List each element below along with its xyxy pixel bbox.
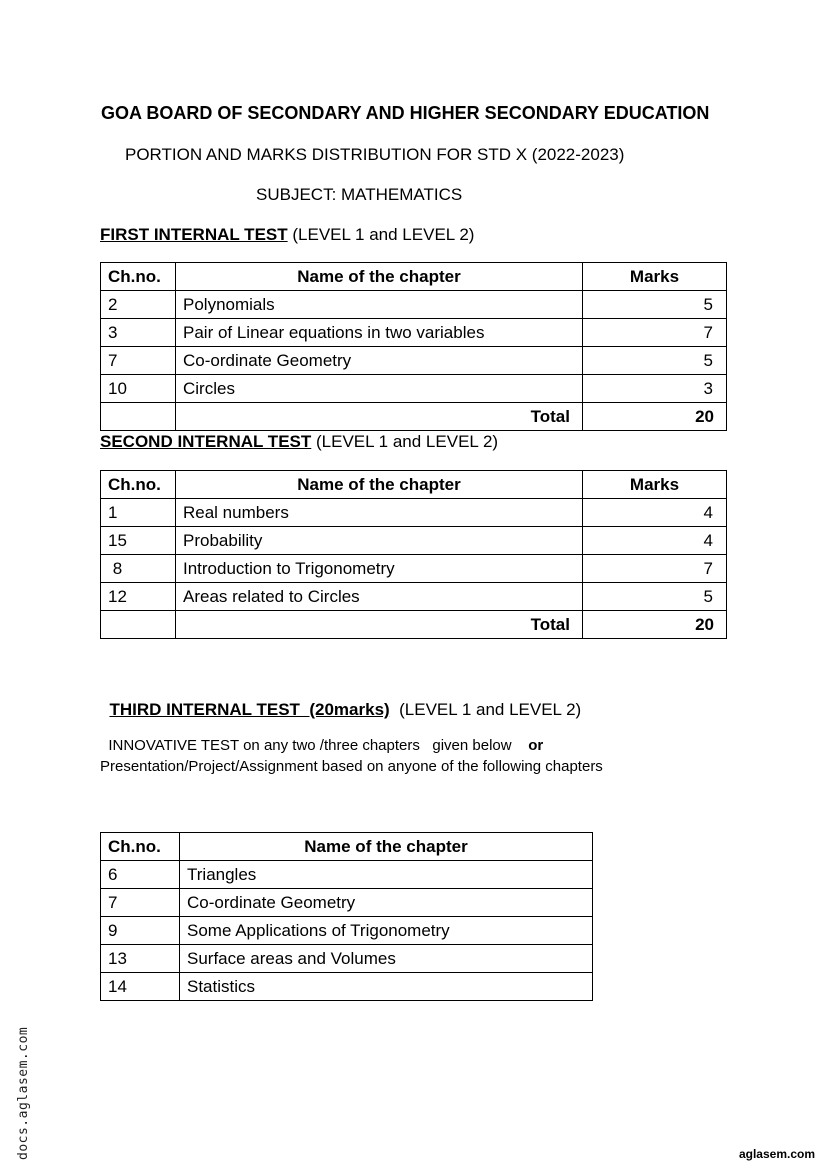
cell-marks: 4: [583, 499, 727, 527]
cell-chapter: Statistics: [180, 973, 593, 1001]
cell-chapter: Polynomials: [176, 291, 583, 319]
cell-chapter: Circles: [176, 375, 583, 403]
cell-marks: 5: [583, 291, 727, 319]
table-row: [101, 291, 727, 319]
cell-chno: 3: [101, 319, 176, 347]
cell-chno: 1: [101, 499, 176, 527]
second-test-levels: (LEVEL 1 and LEVEL 2): [311, 432, 499, 451]
footer-brand: aglasem.com: [738, 1147, 815, 1161]
cell-marks: 5: [583, 347, 727, 375]
table-header-row: [101, 471, 727, 499]
table-row: [101, 889, 593, 917]
cell-chapter: Pair of Linear equations in two variables: [176, 319, 583, 347]
total-value: 20: [583, 611, 727, 639]
third-test-title: THIRD INTERNAL TEST (20marks): [109, 700, 390, 719]
cell-chapter: Co-ordinate Geometry: [180, 889, 593, 917]
cell-chno: 2: [101, 291, 176, 319]
first-test-table: [100, 262, 727, 431]
cell-chno: 14: [101, 973, 180, 1001]
cell-empty: [101, 403, 176, 431]
table-header-row: [101, 263, 727, 291]
document-title: GOA BOARD OF SECONDARY AND HIGHER SECONDARY EDUCATION: [101, 103, 710, 123]
first-test-levels: (LEVEL 1 and LEVEL 2): [287, 225, 475, 244]
cell-marks: 7: [583, 319, 727, 347]
subject-label: SUBJECT: MATHEMATICS: [256, 185, 463, 204]
cell-chapter: Surface areas and Volumes: [180, 945, 593, 973]
cell-chapter: Introduction to Trigonometry: [176, 555, 583, 583]
table-row: [101, 583, 727, 611]
third-test-instruction: [100, 720, 543, 754]
cell-marks: 5: [583, 583, 727, 611]
table-row: [101, 917, 593, 945]
instruction-or: or: [528, 737, 544, 754]
column-header-chapter: Name of the chapter: [180, 833, 593, 861]
cell-chno: 8: [101, 555, 176, 583]
column-header-chno: Ch.no.: [101, 833, 180, 861]
column-header-chapter: Name of the chapter: [176, 471, 583, 499]
table-header-row: [101, 833, 593, 861]
table-row: [101, 973, 593, 1001]
column-header-marks: Marks: [583, 471, 727, 499]
total-label: Total: [176, 611, 583, 639]
table-row: [101, 945, 593, 973]
cell-chno: 13: [101, 945, 180, 973]
total-row: [101, 403, 727, 431]
first-test-heading: [100, 225, 474, 245]
third-test-alternative: Presentation/Project/Assignment based on anyone of the following chapters: [100, 758, 603, 775]
third-test-heading: [100, 680, 581, 720]
cell-chno: 9: [101, 917, 180, 945]
cell-chno: 15: [101, 527, 176, 555]
column-header-chno: Ch.no.: [101, 471, 176, 499]
table-row: [101, 347, 727, 375]
cell-marks: 3: [583, 375, 727, 403]
table-row: [101, 861, 593, 889]
total-label: Total: [176, 403, 583, 431]
column-header-chno: Ch.no.: [101, 263, 176, 291]
third-test-table: [100, 832, 593, 1001]
second-test-heading: [100, 432, 498, 452]
document-subtitle: PORTION AND MARKS DISTRIBUTION FOR STD X (2022-2023): [125, 145, 625, 164]
cell-chno: 7: [101, 347, 176, 375]
second-test-title: SECOND INTERNAL TEST: [100, 432, 312, 451]
side-watermark: docs.aglasem.com: [16, 1026, 31, 1160]
table-row: [101, 527, 727, 555]
table-row: [101, 319, 727, 347]
column-header-marks: Marks: [583, 263, 727, 291]
cell-chapter: Probability: [176, 527, 583, 555]
cell-chapter: Triangles: [180, 861, 593, 889]
cell-empty: [101, 611, 176, 639]
total-row: [101, 611, 727, 639]
column-header-chapter: Name of the chapter: [176, 263, 583, 291]
second-test-table: [100, 470, 727, 639]
cell-marks: 7: [583, 555, 727, 583]
cell-chno: 7: [101, 889, 180, 917]
table-row: [101, 555, 727, 583]
cell-chapter: Real numbers: [176, 499, 583, 527]
cell-chapter: Co-ordinate Geometry: [176, 347, 583, 375]
cell-marks: 4: [583, 527, 727, 555]
cell-chno: 10: [101, 375, 176, 403]
table-row: [101, 375, 727, 403]
cell-chno: 6: [101, 861, 180, 889]
cell-chapter: Areas related to Circles: [176, 583, 583, 611]
instruction-text: INNOVATIVE TEST on any two /three chapters given below: [108, 737, 512, 754]
total-value: 20: [583, 403, 727, 431]
first-test-title: FIRST INTERNAL TEST: [100, 225, 288, 244]
cell-chno: 12: [101, 583, 176, 611]
cell-chapter: Some Applications of Trigonometry: [180, 917, 593, 945]
table-row: [101, 499, 727, 527]
third-test-levels: (LEVEL 1 and LEVEL 2): [389, 700, 582, 719]
